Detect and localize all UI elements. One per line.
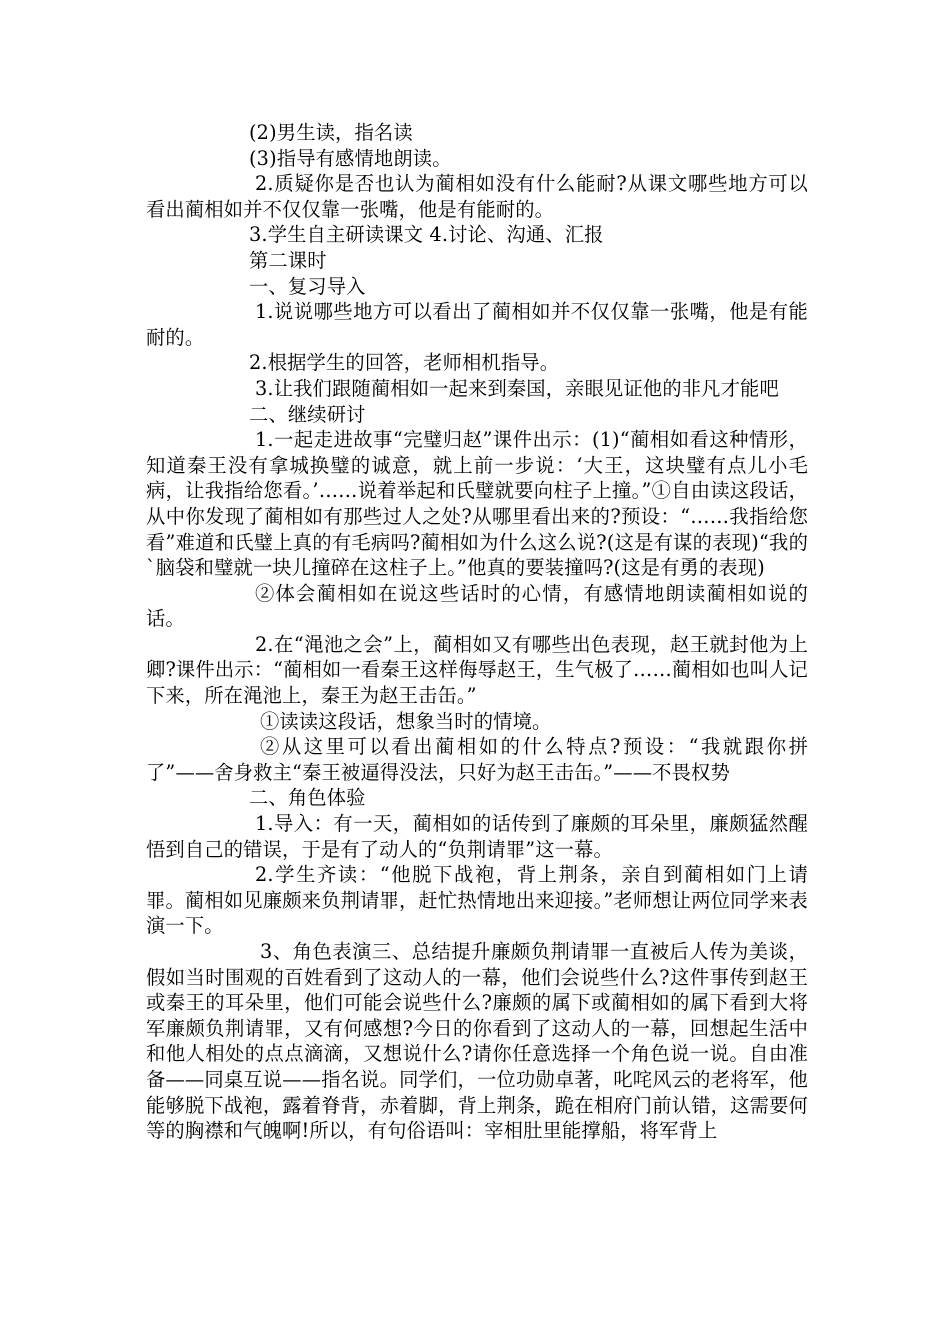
paragraph: ①读读这段话，想象当时的情境。 [260, 709, 552, 733]
section-heading: 二、继续研讨 [249, 402, 366, 426]
paragraph: 1.说说哪些地方可以看出了蔺相如并不仅仅靠一张嘴，他是有能耐的。 [146, 300, 808, 349]
paragraph: 3.学生自主研读课文 4.讨论、沟通、汇报 [249, 223, 604, 247]
paragraph: 2.学生齐读：“他脱下战袍，背上荆条，亲自到蔺相如门上请罪。蔺相如见廉颇来负荆请罪，赶忙热情地出来迎接。”老师想让两位同学来表演一下。 [146, 863, 808, 938]
paragraph: 2.根据学生的回答，老师相机指导。 [249, 351, 560, 375]
paragraph: (3)指导有感情地朗读。 [249, 146, 452, 170]
paragraph: 1.导入：有一天，蔺相如的话传到了廉颇的耳朵里，廉颇猛然醒悟到自己的错误，于是有了动人的“负荆请罪”这一幕。 [146, 812, 808, 861]
paragraph: ②从这里可以看出蔺相如的什么特点?预设：“我就跟你拼了”——舍身救主“秦王被逼得没法，只好为赵王击缶。”——不畏权势 [146, 735, 808, 784]
paragraph: 3、角色表演三、总结提升廉颇负荆请罪一直被后人传为美谈，假如当时围观的百姓看到了这动人的一幕，他们会说些什么?这件事传到赵王或秦王的耳朵里，他们可能会说些什么?廉颇的属下或蔺相如的属下看到大将军廉颇负荆请罪，又有何感想?今日的你看到了这动人的一幕，回想起生活中和他人相处的点点滴滴，又想说什么?请你任意选择一个角色说一说。自由准备——同桌互说——指名说。同学们，一位功勋卓著，叱咤风云的老将军，他能够脱下战袍，露着脊背，赤着脚，背上荆条，跪在相府门前认错，这需要何等的胸襟和气魄啊!所以，有句俗语叫：宰相肚里能撑船，将军背上 [146, 940, 808, 1143]
paragraph: (2)男生读，指名读 [249, 121, 413, 144]
paragraph: 2.在“渑池之会”上，蔺相如又有哪些出色表现，赵王就封他为上卿?课件出示：“蔺相如一看秦王这样侮辱赵王，生气极了……蔺相如也叫人记下来，所在渑池上，秦王为赵王击缶。” [146, 632, 808, 708]
paragraph: ②体会蔺相如在说这些话时的心情，有感情地朗读蔺相如说的话。 [146, 581, 808, 631]
paragraph: 3.让我们跟随蔺相如一起来到秦国，亲眼见证他的非凡才能吧 [255, 376, 779, 400]
section-heading: 一、复习导入 [249, 274, 366, 298]
document-body [146, 120, 808, 1144]
section-heading: 第二课时 [249, 248, 327, 272]
paragraph: 2.质疑你是否也认为蔺相如没有什么能耐?从课文哪些地方可以看出蔺相如并不仅仅靠一张嘴，他是有能耐的。 [146, 172, 808, 221]
paragraph: 1.一起走进故事“完璧归赵”课件出示：(1)“蔺相如看这种情形，知道秦王没有拿城换璧的诚意，就上前一步说：‘大王，这块璧有点儿小毛病，让我指给您看。’……说着举起和氏璧就要向柱子上撞。”①自由读这段话，从中你发现了蔺相如有那些过人之处?从哪里看出来的?预设：“……我指给您看”难道和氏璧上真的有毛病吗?蔺相如为什么这么说?(这是有谋的表现)“我的`脑袋和璧就一块儿撞碎在这柱子上。”他真的要装撞吗?(这是有勇的表现) [146, 428, 808, 580]
section-heading: 二、角色体验 [249, 786, 366, 810]
